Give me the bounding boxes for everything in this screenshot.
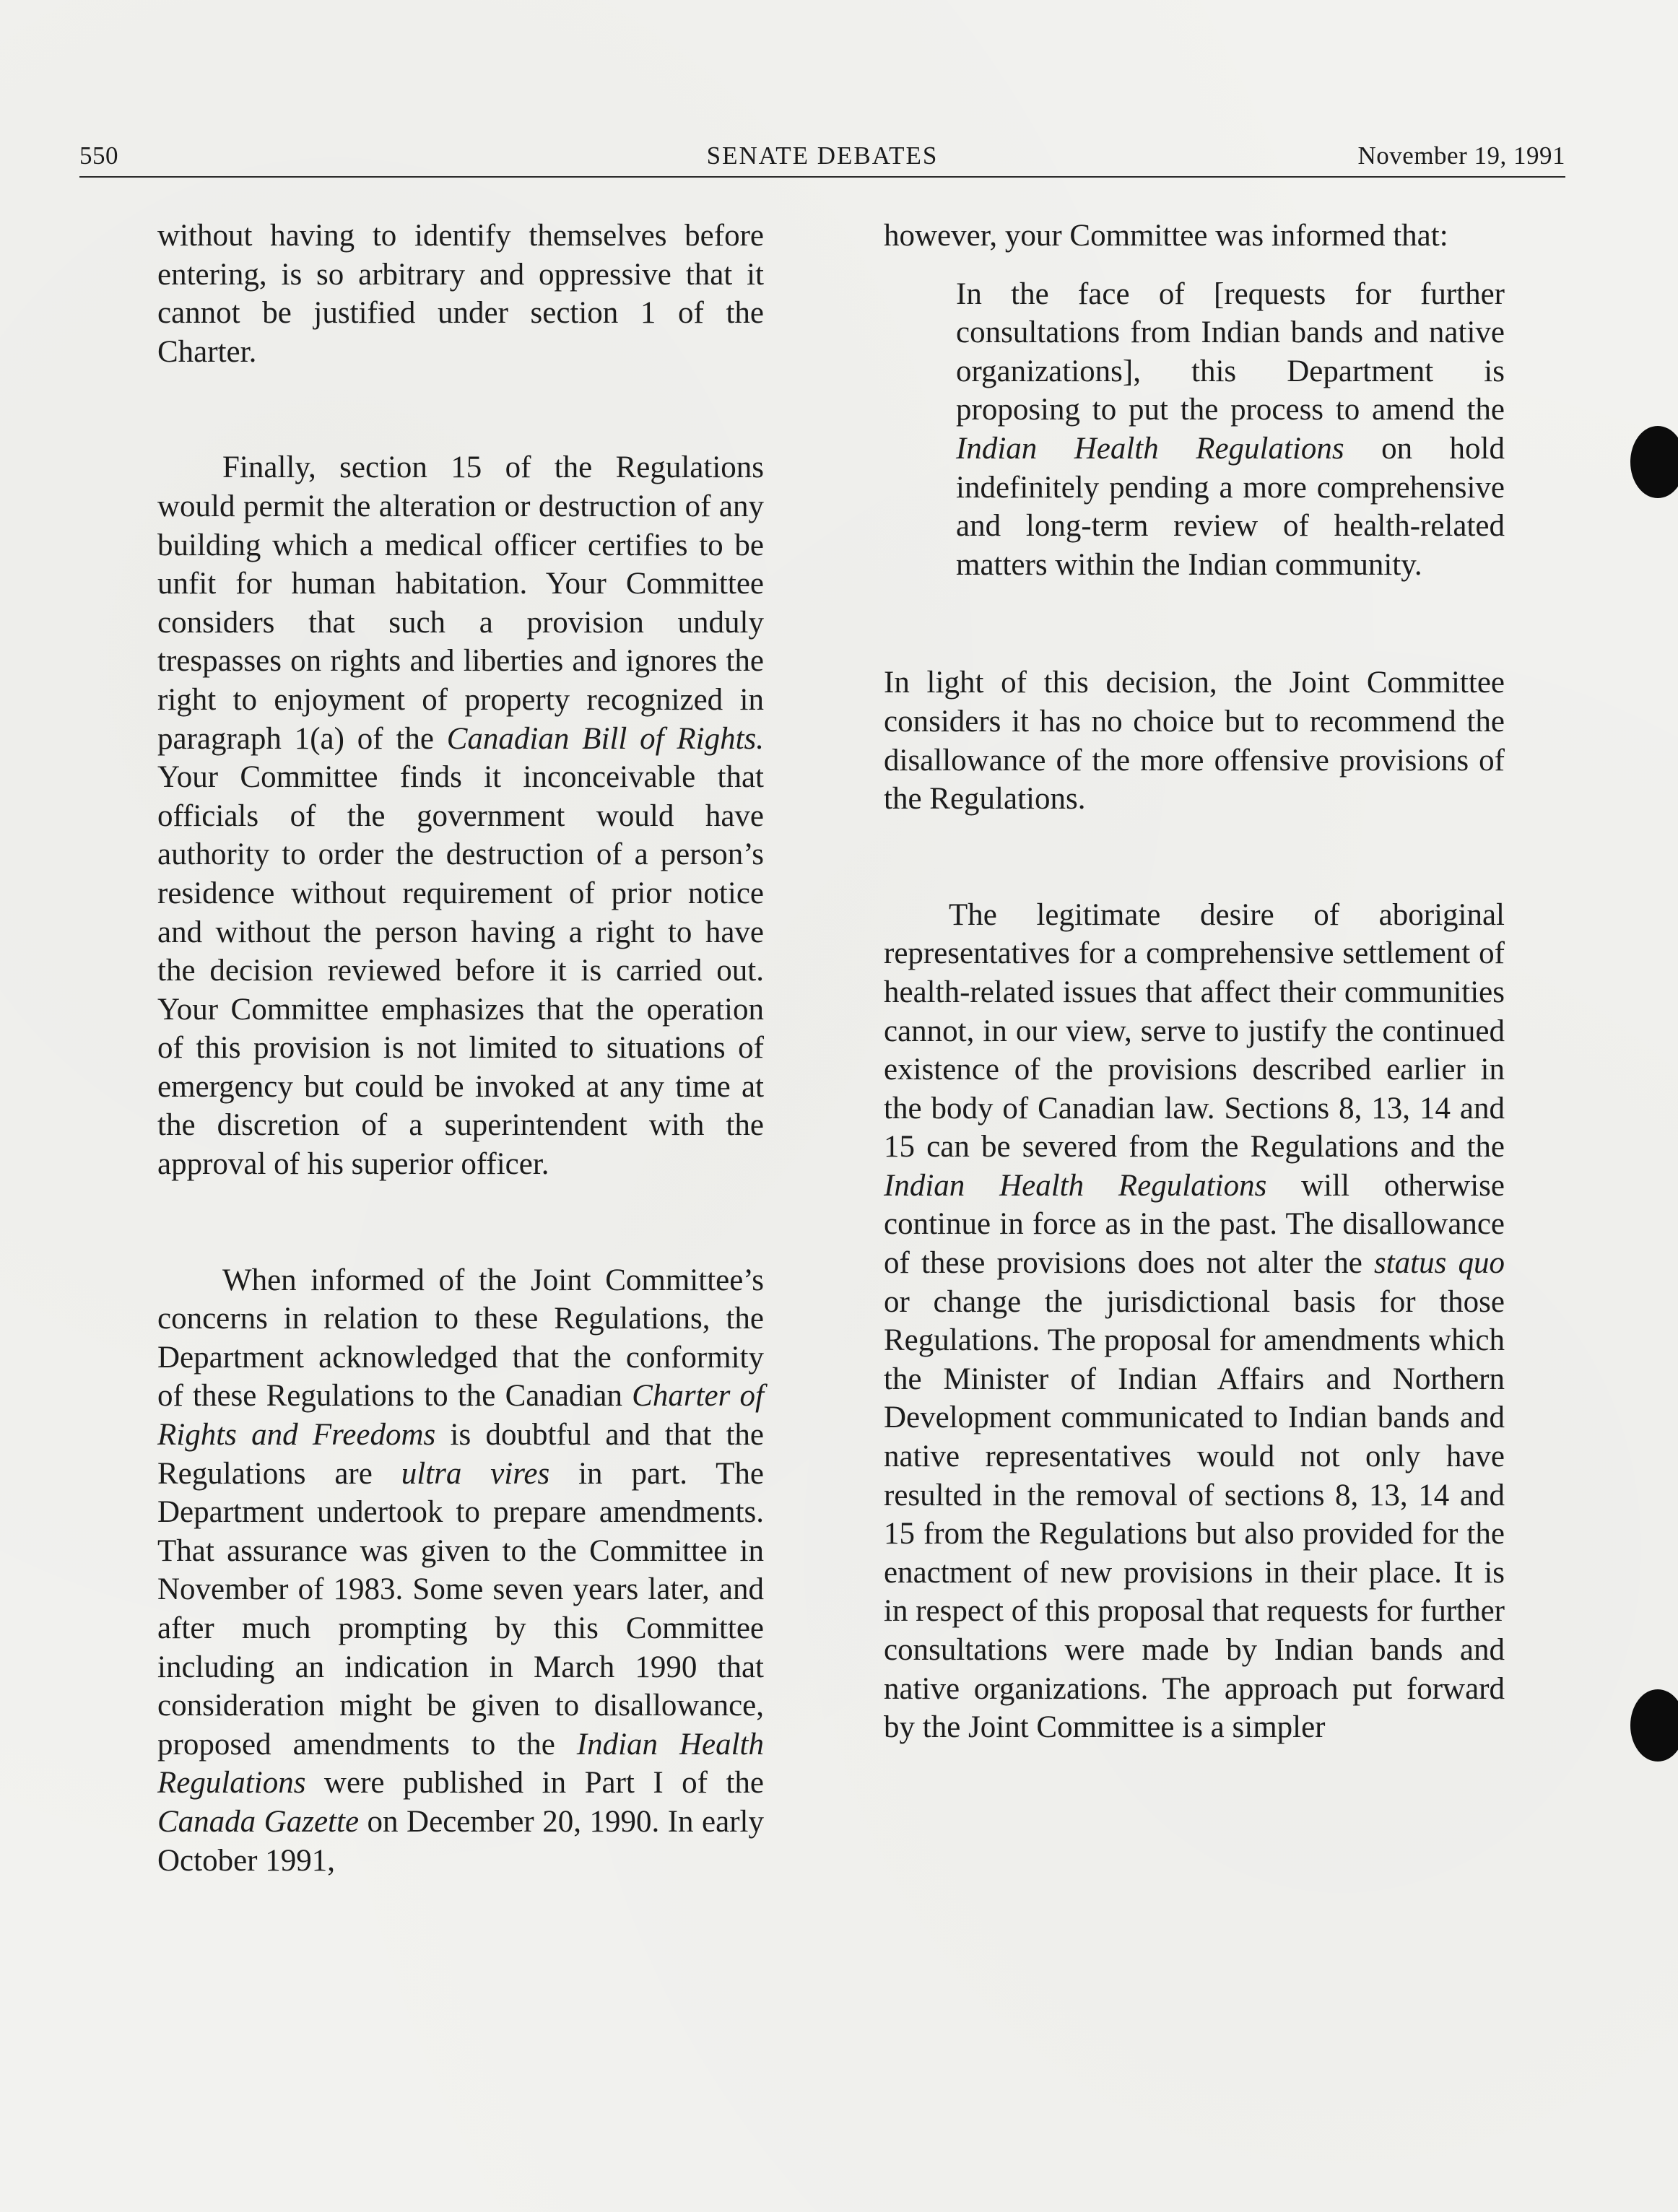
italic-term: ultra vires: [401, 1456, 550, 1491]
left-paragraph-1: without having to identify themselves before entering, is so arbitrary and oppressive that it cannot be justified under section 1 of the Charter.: [157, 219, 764, 369]
text-run: When informed of the Joint Committee’s concerns in relation to these Regulations, the Department acknowledged that the conformity of these Regulations to the Canadian: [157, 1263, 764, 1414]
text-run: on December 20, 1990. In early October 1991,: [157, 1804, 764, 1878]
italic-title: Indian Health Regulations: [157, 1727, 764, 1800]
binder-hole: [1630, 1689, 1678, 1762]
italic-title: Indian Health Regulations: [956, 431, 1344, 466]
paragraph-gap: [884, 584, 1505, 663]
publication-title: SENATE DEBATES: [706, 141, 939, 170]
header-rule: [79, 176, 1565, 178]
block-quote: [956, 275, 1505, 585]
left-paragraph-3: [157, 1261, 764, 1881]
quote-gap: [884, 256, 1505, 275]
text-run: on hold indefinitely pending a more comprehensive and long-term review of health-related matters within the Indian community.: [956, 431, 1505, 582]
page-number: 550: [79, 141, 118, 170]
italic-term: status quo: [1373, 1246, 1505, 1281]
italic-title: Canadian Bill of Rights.: [446, 721, 764, 756]
left-column: [157, 217, 764, 1880]
text-run: Your Committee finds it inconceivable that officials of the government would have authority to order the destruction of a person’s residence without requirement of prior notice and without the person having a right to have the decision reviewed before it is carried out. Your Committee emphasizes that the operation of this provision is not limited to situations of emergency but could be invoked at any time at the discretion of a superintendent with the approval of his superior officer.: [157, 760, 764, 1182]
text-run: The legitimate desire of aboriginal representatives for a comprehensive settlement of health-related issues that affect their communities cannot, in our view, serve to justify the continued existence of the provisions described earlier in the body of Canadian law. Sections 8, 13, 14 and 15 can be severed from the Regulations and the: [884, 897, 1505, 1164]
page-header: [79, 141, 1565, 178]
text-run: were published in Part I of the: [305, 1766, 764, 1800]
text-run: In the face of [requests for further consultations from Indian bands and native organizations], this Department is proposing to put the process to amend the: [956, 276, 1505, 427]
right-paragraph-1: however, your Committee was informed that:: [884, 219, 1448, 253]
paragraph-gap: [157, 1184, 764, 1261]
italic-title: Indian Health Regulations: [884, 1168, 1267, 1203]
right-paragraph-2: In light of this decision, the Joint Committee considers it has no choice but to recommend the disallowance of the more offensive provisions of the Regulations.: [884, 666, 1505, 817]
text-run: or change the jurisdictional basis for those Regulations. The proposal for amendments which the Minister of Indian Affairs and Northern Development communicated to Indian bands and native representatives would not only have resulted in the removal of sections 8, 13, 14 and 15 from the Regulations but also provided for the enactment of new provisions in their place. It is in respect of this proposal that requests for further consultations were made by Indian bands and native organizations. The approach put forward by the Joint Committee is a simpler: [884, 1284, 1505, 1745]
right-paragraph-3: [884, 896, 1505, 1747]
text-run: in part. The Department undertook to prepare amendments. That assurance was given to the Committee in November of 1983. Some seven years later, and after much prompting by this Committee including an indication in March 1990 that consideration might be given to disallowance, proposed amendments to the: [157, 1456, 765, 1762]
text-run: Finally, section 15 of the Regulations would permit the alteration or destruction of any building which a medical officer certifies to be unfit for human habitation. Your Committee considers that such a provision unduly trespasses on rights and liberties and ignores the right to enjoyment of property recognized in paragraph 1(a) of the: [157, 450, 764, 756]
publication-date: November 19, 1991: [1357, 141, 1565, 170]
binder-hole: [1630, 426, 1678, 498]
paragraph-gap: [157, 371, 764, 448]
italic-title: Charter of Rights and Freedoms: [157, 1379, 764, 1453]
text-run: will otherwise continue in force as in the past. The disallowance of these provisions does not alter the: [884, 1168, 1505, 1281]
text-run: is doubtful and that the Regulations are: [157, 1418, 764, 1491]
right-column: [884, 217, 1505, 1747]
left-paragraph-2: [157, 448, 764, 1183]
italic-title: Canada Gazette: [157, 1804, 360, 1839]
paragraph-gap: [884, 819, 1505, 896]
